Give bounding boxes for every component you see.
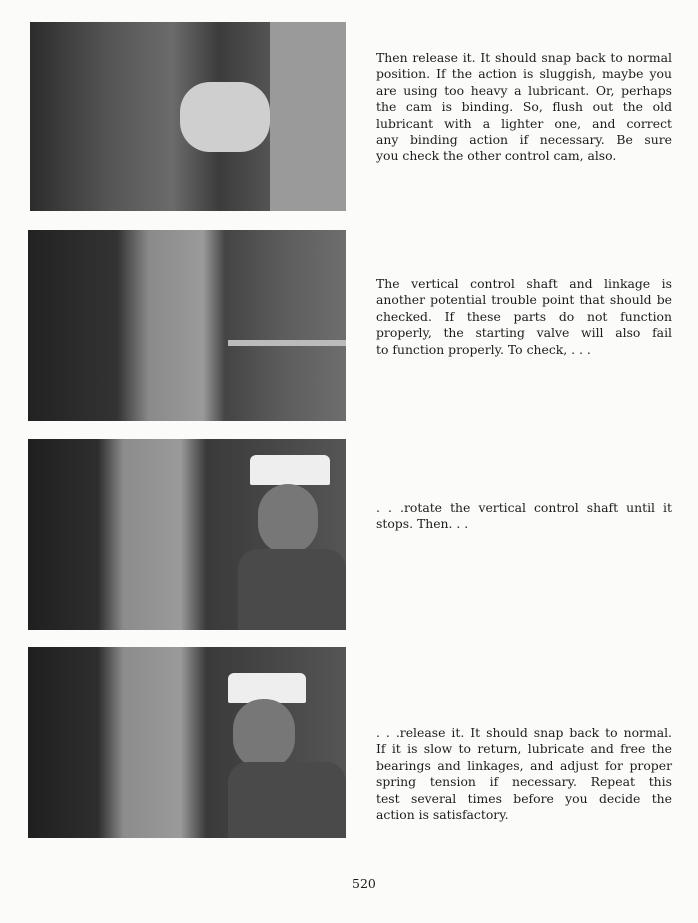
text-line: checked. If these parts do not function — [376, 308, 672, 324]
text-line: action is satisfactory. — [376, 807, 509, 823]
shirt-shape — [228, 762, 346, 838]
text-line: properly, the starting valve will also fail — [376, 325, 672, 341]
photo-hand-on-control-cam — [30, 22, 346, 211]
photo-vertical-control-shaft — [28, 230, 346, 421]
text-line: another potential trouble point that should be — [376, 292, 672, 308]
caption-release-shaft — [376, 725, 672, 823]
shirt-shape — [238, 549, 346, 630]
text-line: bearings and linkages, and adjust for proper — [376, 757, 672, 773]
head-shape — [233, 699, 295, 769]
text-line: . . .release it. It should snap back to normal. — [376, 725, 672, 740]
text-line: stops. Then. . . — [376, 516, 469, 532]
text-line: spring tension if necessary. Repeat this — [376, 774, 672, 790]
worker-torso-shape — [270, 22, 346, 211]
text-line: to function properly. To check, . . . — [376, 341, 591, 357]
photo-release-shaft — [28, 647, 346, 838]
text-line: If it is slow to return, lubricate and free the — [376, 741, 672, 757]
caption-vertical-shaft — [376, 276, 672, 358]
text-line: the cam is binding. So, flush out the old — [376, 99, 672, 115]
hand-arm-shape — [180, 82, 270, 152]
text-line: are using too heavy a lubricant. Or, perhaps — [376, 82, 672, 98]
text-line: any binding action if necessary. Be sure — [376, 132, 672, 148]
photo-rotate-shaft — [28, 439, 346, 630]
text-line: position. If the action is sluggish, maybe you — [376, 66, 672, 82]
page-number: 520 — [352, 876, 376, 891]
text-line: . . .rotate the vertical control shaft until it — [376, 500, 672, 515]
text-line: lubricant with a lighter one, and correct — [376, 115, 672, 131]
paper-hat-shape — [250, 455, 330, 485]
text-line: Then release it. It should snap back to normal — [376, 50, 672, 65]
rail-shape — [228, 340, 346, 346]
text-line: test several times before you decide the — [376, 790, 672, 806]
caption-rotate-shaft — [376, 500, 672, 533]
text-line: you check the other control cam, also. — [376, 148, 617, 164]
caption-release-cam — [376, 50, 672, 165]
head-shape — [258, 484, 318, 554]
text-line: The vertical control shaft and linkage is — [376, 276, 672, 291]
